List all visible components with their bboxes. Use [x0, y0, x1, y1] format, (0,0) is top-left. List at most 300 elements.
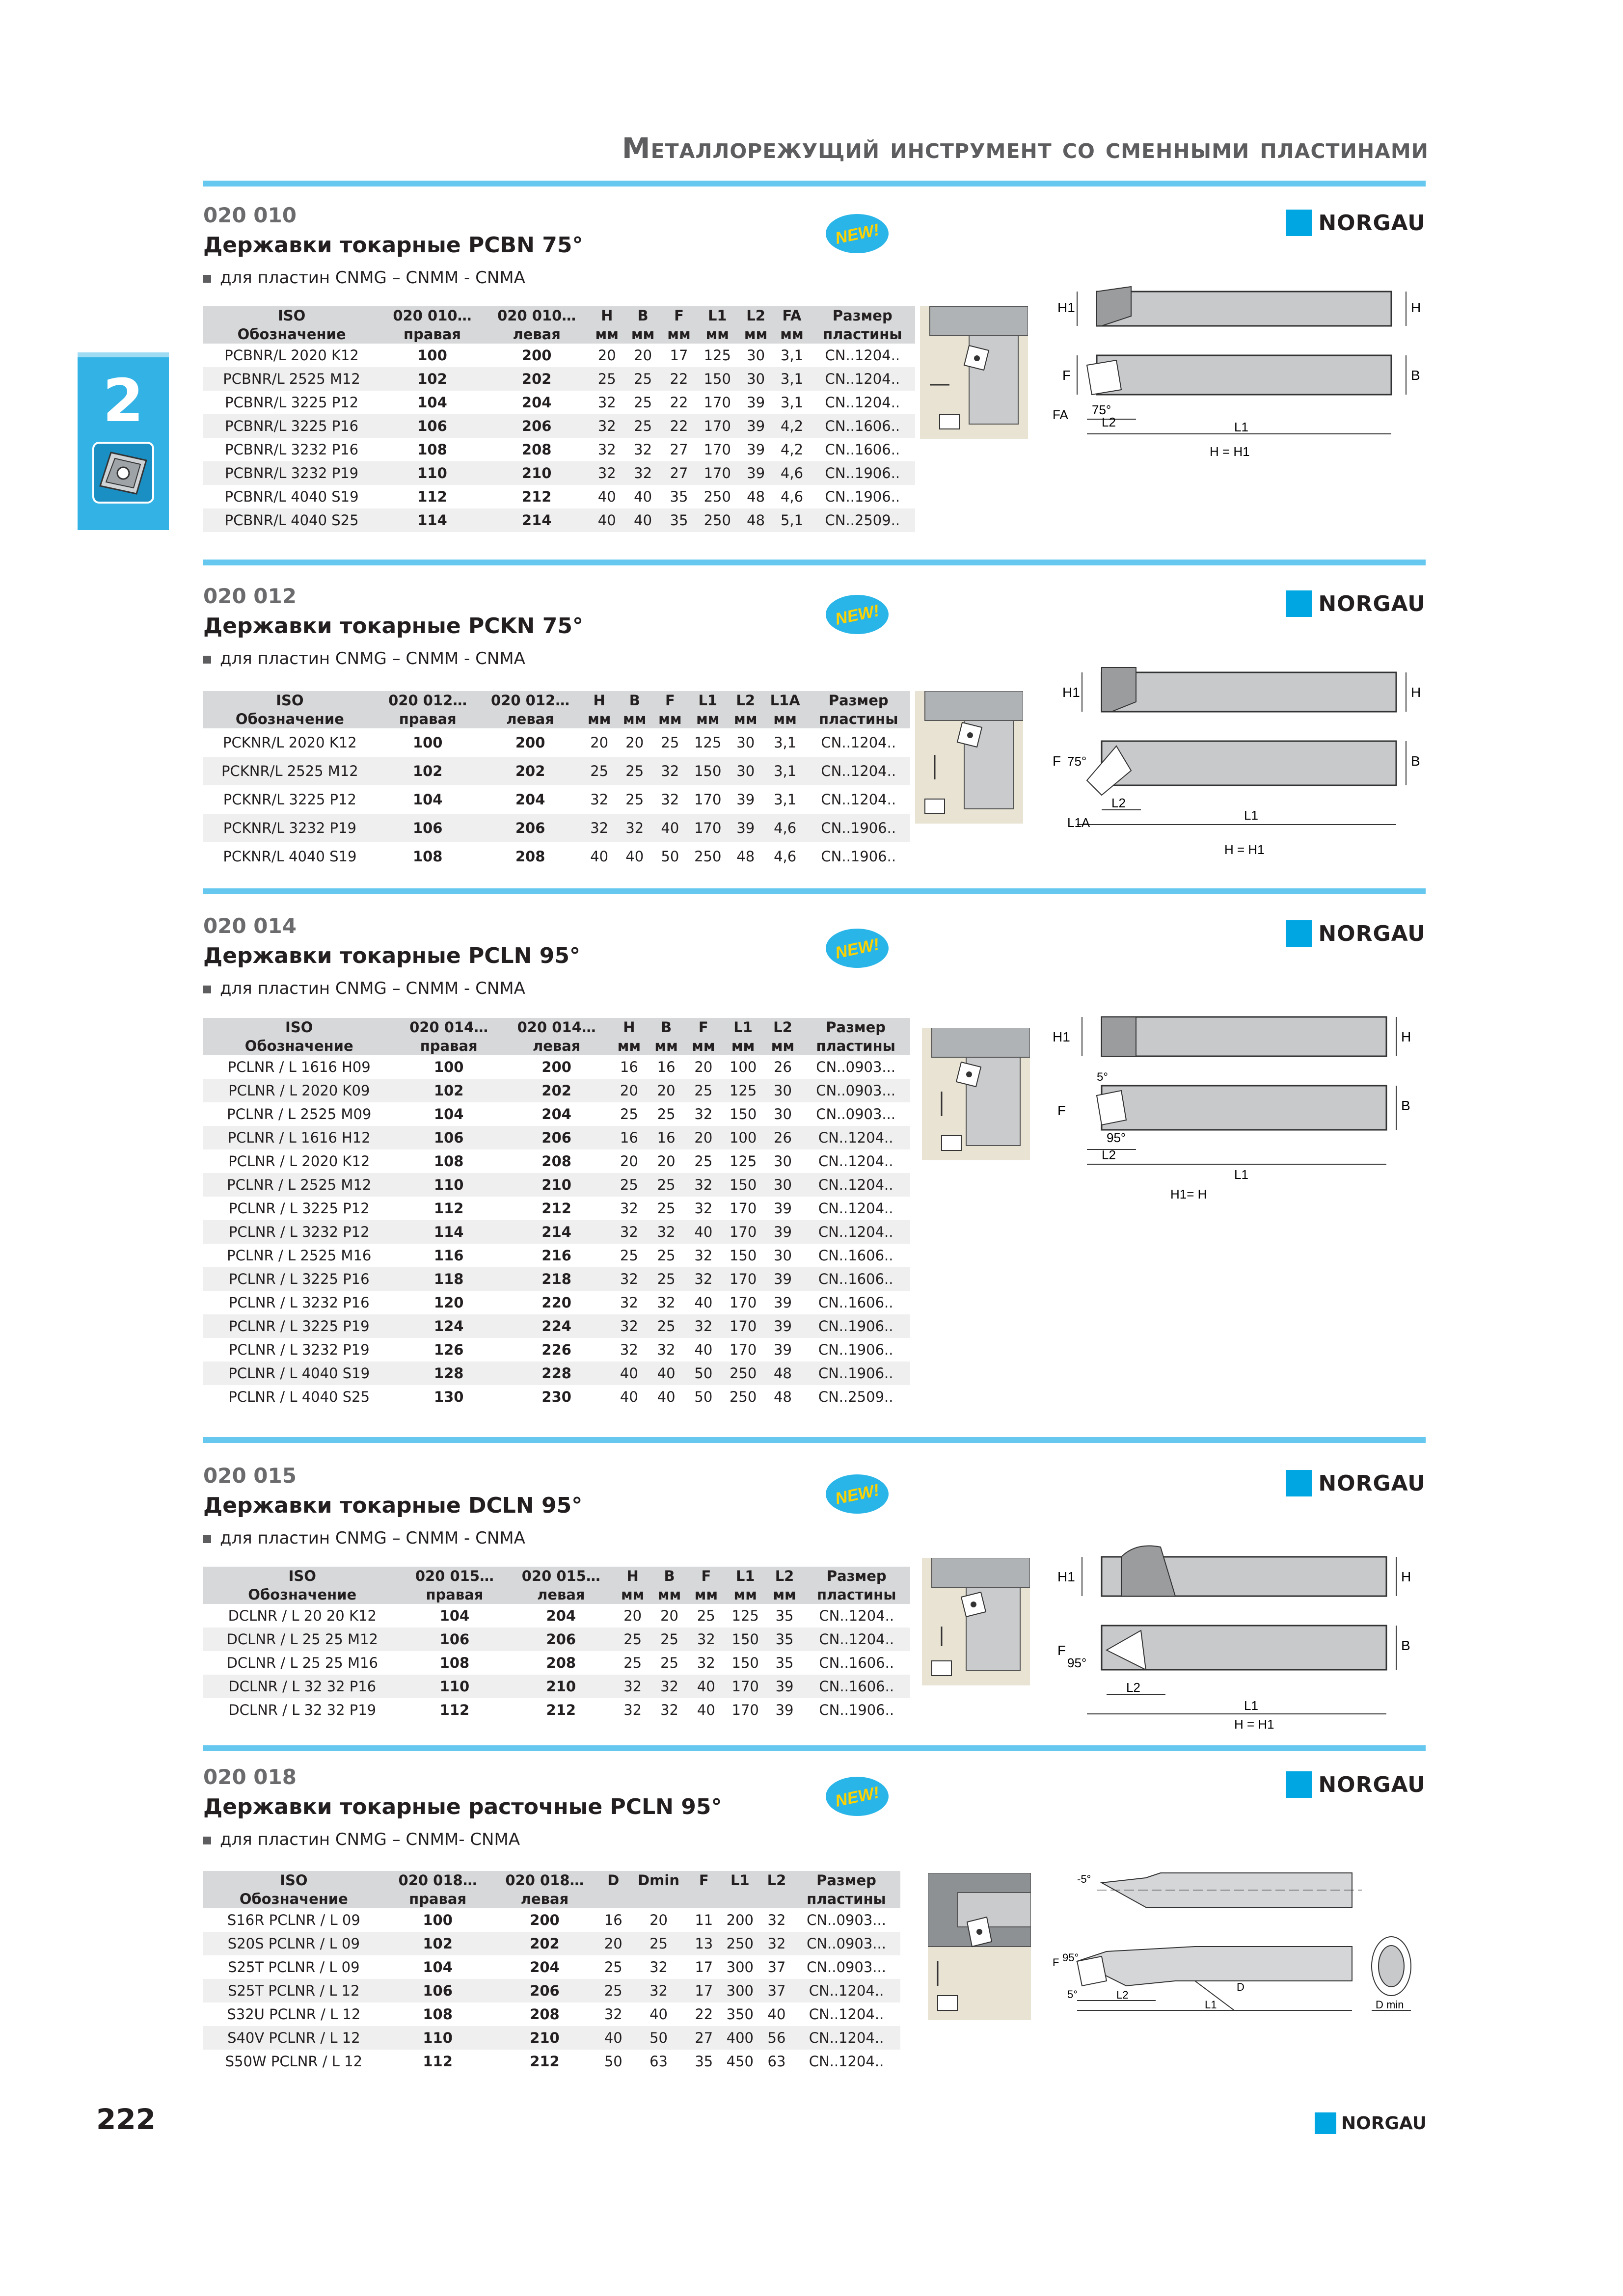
column-header: мм: [738, 325, 774, 344]
column-header: B: [625, 306, 661, 325]
table-cell: 112: [417, 488, 447, 505]
table-row[interactable]: [203, 1244, 910, 1267]
table-cell: 125: [694, 734, 722, 751]
table-row[interactable]: [203, 757, 910, 785]
insert-illustration: [915, 691, 1023, 824]
table-cell: 22: [695, 2006, 713, 2023]
column-header: левая: [491, 1890, 598, 1908]
table-cell: 110: [380, 461, 485, 485]
table-cell: 48: [747, 488, 765, 505]
svg-text:95°: 95°: [1067, 1655, 1087, 1670]
table-row[interactable]: [203, 1932, 900, 1955]
table-cell: 30: [747, 347, 765, 364]
table-cell: 3,1: [780, 394, 804, 411]
column-header: 020 015…: [508, 1567, 614, 1585]
table-cell: 300: [726, 1959, 754, 1976]
spec-header-top: [203, 1871, 900, 1890]
table-cell: CN..1204..: [818, 1200, 893, 1217]
column-header: правая: [395, 1037, 503, 1055]
table-cell: CN..1906..: [801, 1314, 910, 1338]
svg-text:H1: H1: [1062, 685, 1080, 700]
table-cell: 20: [685, 1126, 722, 1149]
iso-designation-cell: PCBNR/L 4040 S25: [203, 508, 380, 532]
table-cell: 112: [433, 1200, 464, 1217]
spec-header-bottom: [203, 1585, 910, 1604]
table-cell: 170: [722, 1314, 764, 1338]
iso-designation-cell: S16R PCLNR / L 09: [227, 1912, 360, 1928]
iso-designation-cell: PCLNR / L 2020 K09: [203, 1079, 395, 1102]
table-cell: 125: [703, 347, 731, 364]
table-row[interactable]: [203, 1362, 910, 1385]
table-cell: CN..1606..: [810, 414, 915, 438]
footer-brand-logo: NORGAU: [1315, 2112, 1427, 2134]
column-header: правая: [380, 325, 485, 344]
table-cell: 200: [515, 734, 545, 751]
table-cell: 37: [761, 1979, 792, 2002]
table-row[interactable]: [203, 1197, 910, 1220]
table-cell: CN..2509..: [810, 508, 915, 532]
table-cell: 108: [433, 1153, 464, 1170]
column-header: мм: [766, 1585, 803, 1604]
table-row[interactable]: [203, 1314, 910, 1338]
column-header: F: [661, 306, 697, 325]
svg-text:-5°: -5°: [1077, 1873, 1091, 1885]
table-cell: 250: [697, 508, 738, 532]
table-cell: 228: [503, 1362, 611, 1385]
iso-designation-cell: PCLNR / L 3232 P16: [228, 1294, 370, 1311]
column-header: Обозначение: [203, 325, 380, 344]
column-header: [761, 1890, 792, 1908]
table-cell: 25: [620, 1247, 638, 1264]
column-header: [598, 1890, 628, 1908]
table-cell: 170: [725, 1675, 766, 1698]
column-header: L1A: [763, 691, 807, 710]
table-cell: 16: [648, 1126, 685, 1149]
svg-text:F: F: [1053, 753, 1061, 769]
table-cell: 39: [766, 1675, 803, 1698]
table-cell: 40: [625, 848, 644, 865]
table-cell: 20: [694, 1059, 713, 1075]
table-cell: 400: [719, 2026, 761, 2050]
table-cell: 350: [726, 2006, 754, 2023]
table-row[interactable]: [203, 1220, 910, 1244]
column-header: L2: [766, 1567, 803, 1585]
table-cell: 100: [433, 1059, 464, 1075]
spec-header-top: [203, 306, 915, 325]
table-cell: 39: [747, 441, 765, 458]
table-cell: 35: [670, 488, 688, 505]
table-cell: 25: [610, 1173, 648, 1197]
column-header: левая: [479, 710, 582, 728]
table-cell: 40: [652, 814, 688, 842]
table-cell: 25: [617, 757, 652, 785]
table-cell: 17: [670, 347, 688, 364]
brand-logo: NORGAU: [1286, 1770, 1426, 1799]
table-cell: 202: [491, 1932, 598, 1955]
svg-text:5°: 5°: [1097, 1070, 1108, 1084]
table-cell: 102: [380, 367, 485, 391]
table-cell: 204: [530, 1959, 560, 1976]
table-cell: 32: [589, 414, 625, 438]
table-cell: 50: [685, 1362, 722, 1385]
table-cell: 25: [598, 1979, 628, 2002]
table-row[interactable]: [203, 1628, 910, 1651]
table-row[interactable]: [203, 1291, 910, 1314]
iso-designation-cell: DCLNR / L 32 32 P16: [203, 1675, 402, 1698]
table-cell: 48: [736, 848, 755, 865]
table-cell: 125: [722, 1079, 764, 1102]
table-cell: 110: [395, 1173, 503, 1197]
bullet-square: [203, 1535, 211, 1543]
column-header: пластины: [810, 325, 915, 344]
table-cell: 27: [661, 461, 697, 485]
column-header: Размер: [803, 1567, 910, 1585]
column-header: F: [688, 1567, 725, 1585]
table-cell: 39: [774, 1200, 792, 1217]
table-cell: 100: [412, 734, 443, 751]
iso-designation-cell: PCLNR / L 3225 P12: [228, 1200, 370, 1217]
svg-text:75°: 75°: [1092, 402, 1111, 417]
table-cell: 226: [541, 1341, 571, 1358]
table-cell: 212: [546, 1702, 576, 1718]
table-cell: CN..1606..: [818, 1294, 893, 1311]
table-cell: 30: [774, 1106, 792, 1122]
page-number: 222: [96, 2103, 156, 2136]
table-cell: 35: [661, 508, 697, 532]
column-header: ISO: [203, 1567, 402, 1585]
table-cell: 30: [764, 1079, 802, 1102]
table-cell: 124: [395, 1314, 503, 1338]
column-header: L1: [719, 1871, 761, 1890]
table-row[interactable]: [203, 1908, 900, 1932]
table-row[interactable]: [203, 785, 910, 814]
table-cell: 32: [661, 791, 679, 808]
section-title: Державки токарные DCLN 95°: [203, 1493, 583, 1518]
column-header: H: [589, 306, 625, 325]
column-header: Обозначение: [203, 1890, 384, 1908]
table-cell: 3,1: [780, 347, 804, 364]
table-cell: 39: [738, 461, 774, 485]
table-cell: CN..1906..: [801, 1362, 910, 1385]
table-row[interactable]: [203, 2026, 900, 2050]
table-cell: 108: [417, 441, 447, 458]
column-header: мм: [697, 325, 738, 344]
table-cell: 130: [433, 1388, 464, 1405]
table-row[interactable]: [203, 842, 910, 871]
column-header: правая: [377, 710, 479, 728]
table-cell: 20: [610, 1079, 648, 1102]
table-cell: 104: [433, 1106, 464, 1122]
section-code: 020 012: [203, 584, 297, 608]
column-header: 020 010…: [380, 306, 485, 325]
iso-designation-cell: S25T PCLNR / L 09: [228, 1959, 360, 1976]
table-cell: 30: [774, 1247, 792, 1264]
table-cell: 40: [610, 1362, 648, 1385]
table-row[interactable]: [203, 1698, 910, 1722]
table-row[interactable]: [203, 1149, 910, 1173]
table-cell: 100: [722, 1126, 764, 1149]
table-cell: 32: [685, 1267, 722, 1291]
column-header: Обозначение: [203, 1585, 402, 1604]
table-cell: 104: [423, 1959, 453, 1976]
table-row[interactable]: [203, 391, 915, 414]
svg-text:NEW!: NEW!: [833, 601, 881, 629]
column-header: L2: [738, 306, 774, 325]
dimension-drawing: [1048, 658, 1426, 874]
table-row[interactable]: [203, 414, 915, 438]
table-cell: 25: [604, 1959, 622, 1976]
column-header: мм: [582, 710, 617, 728]
iso-designation-cell: PCLNR / L 2525 M12: [203, 1173, 395, 1197]
table-cell: 170: [731, 1702, 759, 1718]
iso-designation-cell: PCKNR/L 4040 S19: [223, 848, 357, 865]
column-header: 020 012…: [479, 691, 582, 710]
table-row[interactable]: [203, 814, 910, 842]
table-row[interactable]: [203, 1955, 900, 1979]
table-cell: 25: [648, 1173, 685, 1197]
table-row[interactable]: [203, 2002, 900, 2026]
svg-text:L2: L2: [1111, 796, 1126, 810]
table-cell: 32: [610, 1220, 648, 1244]
spec-header-bottom: [203, 1037, 910, 1055]
table-row[interactable]: [203, 1651, 910, 1675]
table-row[interactable]: [203, 2050, 900, 2073]
table-row[interactable]: [203, 438, 915, 461]
table-cell: CN..1204..: [821, 791, 896, 808]
table-row[interactable]: [203, 1079, 910, 1102]
column-header: Размер: [801, 1018, 910, 1037]
table-cell: 250: [722, 1362, 764, 1385]
table-row[interactable]: [203, 1126, 910, 1149]
table-cell: CN..1906..: [819, 1702, 894, 1718]
svg-text:NEW!: NEW!: [833, 1480, 881, 1508]
svg-text:95°: 95°: [1107, 1130, 1126, 1145]
table-cell: 32: [761, 1932, 792, 1955]
column-header: B: [651, 1567, 688, 1585]
table-cell: 3,1: [763, 757, 807, 785]
column-header: Размер: [810, 306, 915, 325]
table-cell: 250: [729, 1388, 757, 1405]
table-cell: 32: [620, 1294, 638, 1311]
table-cell: 208: [530, 2006, 560, 2023]
bullet-square: [203, 1837, 211, 1844]
table-cell: 39: [764, 1314, 802, 1338]
table-cell: 170: [729, 1294, 757, 1311]
table-cell: 212: [521, 488, 552, 505]
table-row[interactable]: [203, 1055, 910, 1079]
iso-designation-cell: PCLNR / L 1616 H12: [203, 1126, 395, 1149]
svg-text:H = H1: H = H1: [1224, 842, 1265, 857]
table-cell: 40: [685, 1220, 722, 1244]
table-cell: 20: [634, 347, 652, 364]
column-header: H: [614, 1567, 651, 1585]
table-cell: 27: [689, 2026, 719, 2050]
table-row[interactable]: [203, 1979, 900, 2002]
column-header: левая: [508, 1585, 614, 1604]
column-header: Dmin: [628, 1871, 689, 1890]
table-row[interactable]: [203, 1338, 910, 1362]
table-cell: CN..1606..: [803, 1675, 910, 1698]
table-cell: 32: [657, 1341, 676, 1358]
table-cell: 150: [688, 757, 728, 785]
table-row[interactable]: [203, 1173, 910, 1197]
table-cell: 30: [736, 734, 755, 751]
svg-text:F: F: [1057, 1103, 1066, 1118]
column-header: мм: [725, 1585, 766, 1604]
table-cell: 25: [657, 1106, 676, 1122]
iso-designation-cell: PCLNR / L 3225 P19: [203, 1314, 395, 1338]
table-cell: 25: [625, 791, 644, 808]
section-rule: [203, 1745, 1426, 1751]
table-cell: 170: [703, 394, 731, 411]
iso-designation-cell: PCKNR/L 2525 M12: [203, 757, 377, 785]
table-cell: 202: [479, 757, 582, 785]
table-cell: 110: [384, 2026, 491, 2050]
section-code: 020 010: [203, 203, 297, 227]
table-cell: 204: [541, 1106, 571, 1122]
table-cell: 40: [648, 1362, 685, 1385]
table-cell: 106: [402, 1628, 508, 1651]
table-cell: 200: [530, 1912, 560, 1928]
table-cell: CN..0903...: [801, 1079, 910, 1102]
table-row[interactable]: [203, 1385, 910, 1409]
table-cell: 208: [546, 1655, 576, 1671]
column-header: ISO: [203, 691, 377, 710]
table-cell: 35: [695, 2053, 713, 2070]
section-subtitle: для пластин CNMG – CNMM- CNMA: [203, 1830, 520, 1849]
table-row[interactable]: [203, 1604, 910, 1628]
table-row[interactable]: [203, 508, 915, 532]
table-cell: 30: [738, 367, 774, 391]
new-badge-icon: [823, 1772, 892, 1821]
table-cell: 125: [729, 1153, 757, 1170]
column-header: 020 014…: [395, 1018, 503, 1037]
table-cell: CN..1906..: [825, 488, 900, 505]
table-cell: 102: [377, 757, 479, 785]
svg-text:H = H1: H = H1: [1210, 444, 1250, 459]
table-row[interactable]: [203, 728, 910, 757]
table-cell: 202: [485, 367, 589, 391]
table-cell: 300: [719, 1979, 761, 2002]
iso-designation-cell: PCLNR / L 1616 H09: [227, 1059, 371, 1075]
table-cell: 22: [670, 394, 688, 411]
iso-designation-cell: S25T PCLNR / L 12: [203, 1979, 384, 2002]
table-row[interactable]: [203, 344, 915, 367]
column-header: FA: [774, 306, 810, 325]
table-row[interactable]: [203, 461, 915, 485]
table-cell: 212: [530, 2053, 560, 2070]
table-row[interactable]: [203, 1267, 910, 1291]
table-cell: 40: [598, 2026, 628, 2050]
table-cell: 40: [697, 1702, 715, 1718]
table-row[interactable]: [203, 485, 915, 508]
insert-illustration: [928, 1873, 1031, 2020]
table-cell: 56: [761, 2026, 792, 2050]
new-badge-icon: [823, 209, 892, 258]
table-cell: 35: [775, 1607, 794, 1624]
table-cell: 39: [774, 1341, 792, 1358]
iso-designation-cell: PCLNR / L 2525 M16: [227, 1247, 372, 1264]
table-cell: 204: [546, 1607, 576, 1624]
table-cell: 106: [395, 1126, 503, 1149]
column-header: F: [689, 1871, 719, 1890]
table-cell: 32: [628, 1979, 689, 2002]
table-cell: 32: [685, 1173, 722, 1197]
column-header: правая: [402, 1585, 508, 1604]
iso-designation-cell: DCLNR / L 25 25 M16: [226, 1655, 378, 1671]
table-cell: 250: [703, 488, 731, 505]
table-cell: 40: [688, 1675, 725, 1698]
column-header: левая: [485, 325, 589, 344]
section-subtitle: для пластин CNMG – CNMM - CNMA: [203, 268, 525, 288]
dimension-drawing: [1048, 277, 1426, 483]
column-header: 020 010…: [485, 306, 589, 325]
table-cell: 25: [685, 1079, 722, 1102]
table-row[interactable]: [203, 367, 915, 391]
iso-designation-cell: PCLNR / L 3225 P16: [203, 1267, 395, 1291]
svg-text:L1: L1: [1244, 1698, 1258, 1713]
table-cell: 32: [604, 2006, 622, 2023]
column-header: Размер: [807, 691, 910, 710]
table-cell: 30: [764, 1173, 802, 1197]
svg-text:L2: L2: [1126, 1680, 1140, 1695]
section-title: Державки токарные PCLN 95°: [203, 943, 580, 968]
table-cell: 35: [775, 1655, 794, 1671]
table-row[interactable]: [203, 1675, 910, 1698]
spec-table: [203, 306, 915, 532]
table-cell: 32: [694, 1247, 713, 1264]
iso-designation-cell: PCBNR/L 3225 P16: [203, 414, 380, 438]
table-cell: CN..1606..: [818, 1247, 893, 1264]
table-row[interactable]: [203, 1102, 910, 1126]
table-cell: CN..1906..: [807, 814, 910, 842]
table-cell: 37: [767, 1959, 786, 1976]
column-header: L1: [697, 306, 738, 325]
table-cell: 208: [515, 848, 545, 865]
brand-logo: NORGAU: [1286, 589, 1426, 618]
table-cell: 32: [623, 1702, 642, 1718]
insert-icon: [91, 441, 155, 505]
iso-designation-cell: PCKNR/L 3225 P12: [223, 791, 356, 808]
column-header: мм: [614, 1585, 651, 1604]
table-cell: 40: [657, 1388, 676, 1405]
svg-text:H1: H1: [1053, 1029, 1070, 1044]
table-cell: 20: [598, 1932, 628, 1955]
table-cell: CN..1204..: [792, 2026, 900, 2050]
table-cell: 206: [503, 1126, 611, 1149]
svg-text:L1: L1: [1234, 1167, 1248, 1182]
column-header: ISO: [203, 1871, 384, 1890]
svg-text:H: H: [1411, 685, 1421, 700]
svg-text:H1: H1: [1057, 300, 1075, 315]
table-cell: 126: [433, 1341, 464, 1358]
svg-text:NEW!: NEW!: [833, 934, 881, 962]
table-cell: 13: [689, 1932, 719, 1955]
table-cell: 200: [541, 1059, 571, 1075]
chapter-tab[interactable]: [78, 352, 169, 530]
table-cell: 20: [660, 1607, 678, 1624]
section-rule: [203, 1437, 1426, 1443]
table-cell: 16: [604, 1912, 622, 1928]
table-cell: 220: [541, 1294, 571, 1311]
iso-designation-cell: PCLNR / L 4040 S25: [228, 1388, 370, 1405]
column-header: мм: [688, 1585, 725, 1604]
table-cell: CN..1204..: [809, 2053, 884, 2070]
table-cell: 214: [503, 1220, 611, 1244]
table-cell: 25: [620, 1106, 638, 1122]
table-cell: 39: [764, 1267, 802, 1291]
svg-text:L1A: L1A: [1067, 815, 1090, 830]
